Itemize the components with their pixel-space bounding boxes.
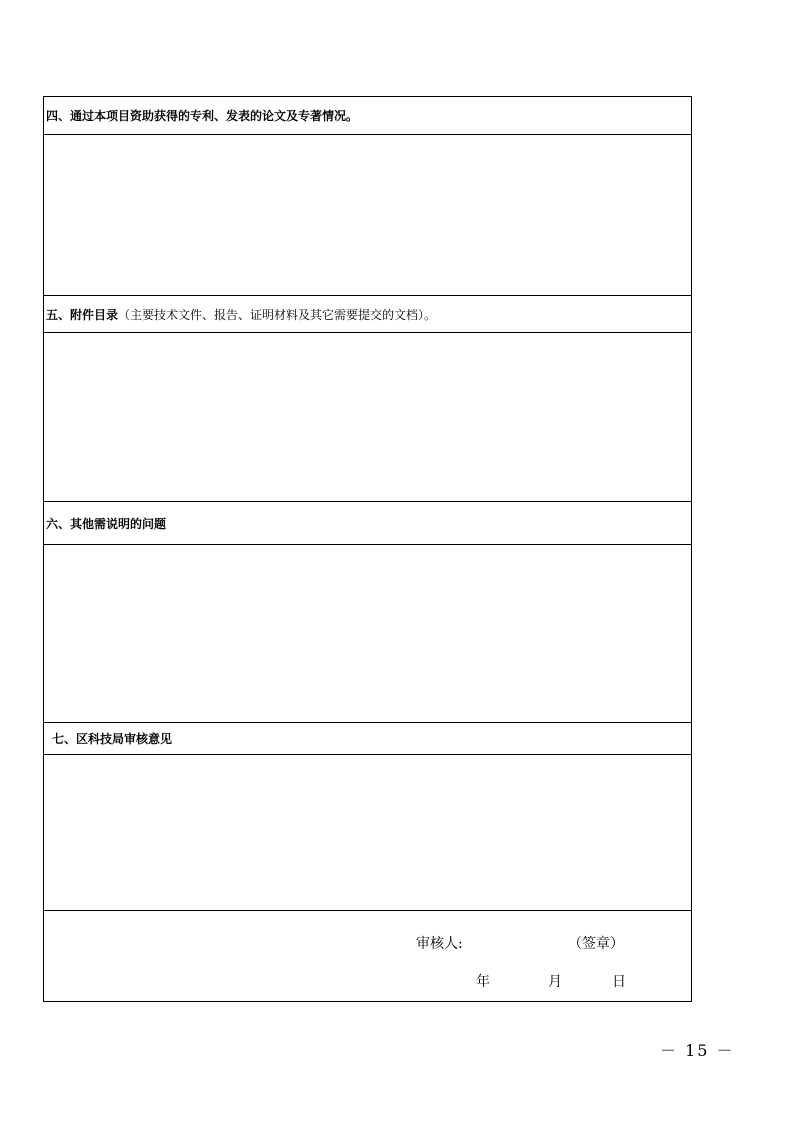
- section-6-content-area[interactable]: [44, 545, 691, 723]
- seal-label: （签章）: [568, 936, 624, 952]
- section-6-header: [44, 502, 691, 545]
- month-label: 月: [548, 974, 562, 990]
- section-7-title: 七、区科技局审核意见: [52, 732, 173, 746]
- section-5-content-area[interactable]: [44, 333, 691, 502]
- year-label: 年: [476, 974, 490, 990]
- section-6-title: 六、其他需说明的问题: [46, 516, 167, 531]
- section-5-header: [44, 296, 691, 333]
- section-5-title: 五、附件目录: [46, 307, 119, 322]
- page-number: － 15 －: [660, 1041, 735, 1060]
- section-4-header: [44, 97, 691, 135]
- section-5-note: （主要技术文件、报告、证明材料及其它需要提交的文档）。: [118, 307, 437, 322]
- section-7-content-area[interactable]: [44, 755, 691, 911]
- reviewer-label: 审核人:: [416, 936, 463, 952]
- section-7-header: [44, 723, 691, 755]
- signature-area: [44, 911, 691, 1001]
- form-table: [43, 96, 692, 1002]
- section-4-content-area[interactable]: [44, 135, 691, 296]
- day-label: 日: [612, 974, 626, 990]
- section-4-title: 四、通过本项目资助获得的专利、发表的论文及专著情况。: [46, 109, 359, 123]
